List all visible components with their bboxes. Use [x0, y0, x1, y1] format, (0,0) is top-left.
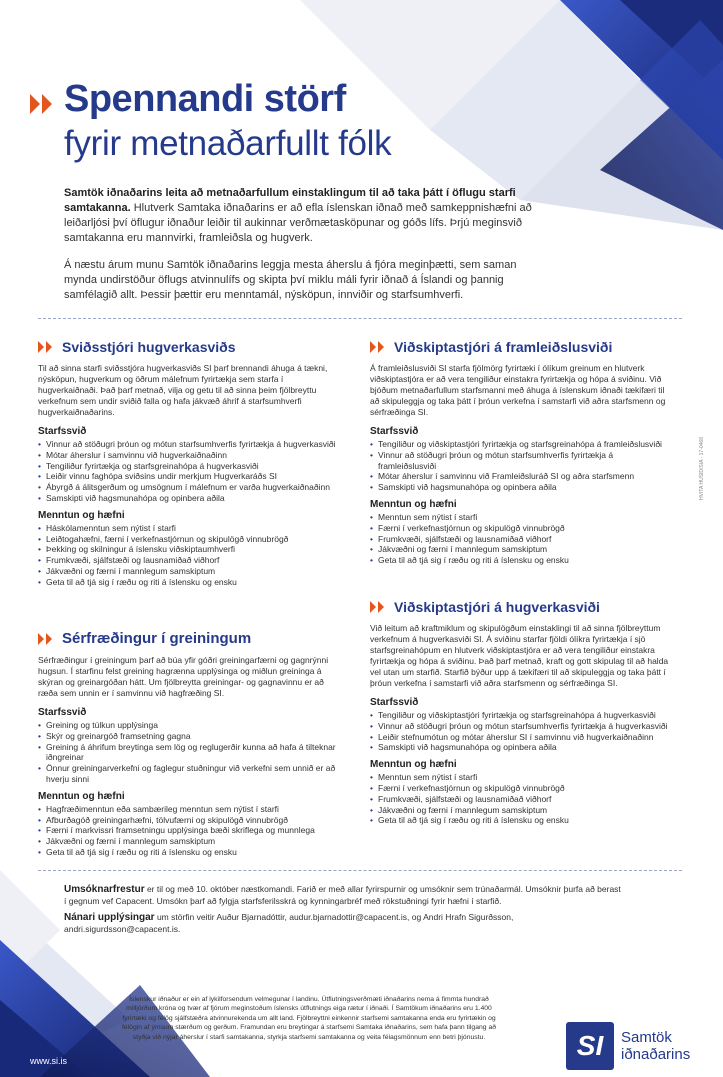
- list-item: • Skýr og greinargóð framsetning gagna: [38, 731, 338, 742]
- job-description: Á framleiðslusviði SI starfa fjölmörg fyrirtæki í ólíkum greinum en hlutverk viðskiptastjóra er að vera tengiliður einstakra fyrirtækja og hópa á sviðinu. Við bjóðum metnaðarfullum starfsmanni með áhuga á íslenskum iðnaði tækifæri til að skipuleggja og taka þátt í þróun verkefna í samstarfi við aðra starfsmenn og sérfræðinga SI.: [370, 363, 666, 417]
- duties-list: [370, 710, 670, 753]
- list-item: • Þekking og skilningur á íslensku viðskiptaumhverfi: [38, 544, 338, 555]
- section-heading: Starfssvið: [38, 426, 87, 437]
- si-logo-mark: [566, 1022, 614, 1070]
- list-item: • Önnur greiningarverkefni og faglegur stuðningur við verkefni sem unnið er að hverju sinni: [38, 763, 338, 785]
- double-arrow-icon: [38, 341, 56, 353]
- section-heading: Menntun og hæfni: [370, 498, 457, 510]
- job-title: Sérfræðingur í greiningum: [62, 630, 252, 647]
- list-item: • Mótar áherslur í samvinnu við hugverkaiðnaðinn: [38, 450, 338, 461]
- section-heading: Starfssvið: [38, 707, 87, 718]
- section-divider: [38, 318, 682, 319]
- list-item: • Menntun sem nýtist í starfi: [370, 772, 670, 783]
- info-label: Nánari upplýsingar: [64, 912, 155, 923]
- list-item: • Geta til að tjá sig í ræðu og riti á íslensku og ensku: [38, 577, 338, 588]
- deadline-text: er til og með 10. október næstkomandi. Farið er með allar fyrirspurnir og umsóknir sem trúnaðarmál. Umsóknir þurfa að berast í gegnum vef Capacent. Umsókn þarf að fylgja starfsferilsskrá og kynningarbréf með rökstuðningi fyrir hæfni í starfið.: [64, 884, 621, 906]
- double-arrow-icon: [370, 341, 388, 353]
- print-code: HVITA HUSID/SIA - 17-0468: [699, 437, 705, 500]
- list-item: • Samskipti við hagsmunahópa og opinbera aðila: [370, 742, 670, 753]
- job-title: Sviðsstjóri hugverkasviðs: [62, 339, 236, 355]
- list-item: • Jákvæðni og færni í mannlegum samskiptum: [370, 805, 670, 816]
- job-title: Viðskiptastjóri á hugverkasviði: [394, 599, 600, 615]
- double-arrow-icon: [30, 94, 60, 114]
- duties-list: [38, 439, 338, 504]
- info-text: um störfin veitir Auður Bjarnadóttir, audur.bjarnadottir@capacent.is, og Andri Hrafn Sigurðsson, andri.sigurdsson@capacent.is.: [64, 912, 514, 934]
- section-heading: Starfssvið: [370, 426, 419, 437]
- job-description: Við leitum að kraftmiklum og skipulögðum einstaklingi til að sinna fjölbreyttum verkefnum á hugverkasviði SI. Á sviðinu starfar fjöldi ólíkra fyrirtækja í sjö starfsgreinahópum en hlutverk viðskiptastjóra er að vera tengiliður einstakra fyrirtækja og hópa á sviðinu. Það þarf metnað, kraft og gott skipulag til að halda vel utan um starfið. Starfið býður upp á tækifæri til að skipuleggja og taka þátt í þróun verkefna í samstarfi við aðra starfsmenn og sérfræðinga SI.: [370, 623, 669, 688]
- list-item: • Samskipti við hagsmunahópa og opinbera aðila: [38, 493, 338, 504]
- page-title: Spennandi störf: [64, 78, 346, 120]
- double-arrow-icon: [38, 633, 56, 645]
- list-item: • Hagfræðimenntun eða sambærileg menntun sem nýtist í starfi: [38, 804, 338, 815]
- website-link[interactable]: www.si.is: [30, 1056, 68, 1066]
- list-item: • Geta til að tjá sig í ræðu og riti á íslensku og ensku: [370, 555, 670, 566]
- logo-line-2: iðnaðarins: [621, 1046, 691, 1063]
- qualifications-list: [370, 512, 670, 566]
- list-item: • Geta til að tjá sig í ræðu og riti á íslensku og ensku: [38, 847, 338, 858]
- qualifications-list: [38, 804, 338, 858]
- intro-lead: Samtök iðnaðarins leita að metnaðarfullum einstaklingum til að taka þátt í öflugu starfi samtakanna.: [64, 187, 516, 214]
- list-item: • Frumkvæði, sjálfstæði og lausnamiðað viðhorf: [370, 794, 670, 805]
- list-item: • Færni í verkefnastjórnun og skipulögð vinnubrögð: [370, 783, 670, 794]
- list-item: • Vinnur að stöðugri þróun og mótun starfsumhverfis fyrirtækja á framleiðslusviði: [370, 450, 670, 472]
- qualifications-list: [370, 772, 670, 826]
- double-arrow-icon: [370, 601, 388, 613]
- section-heading: Starfssvið: [370, 697, 419, 708]
- list-item: • Menntun sem nýtist í starfi: [370, 512, 670, 523]
- logo-mark-text: SI: [576, 1030, 604, 1061]
- list-item: • Tengiliður og viðskiptastjóri fyrirtækja og starfsgreinahópa á hugverkasviði: [370, 710, 670, 721]
- application-info: [64, 884, 624, 940]
- list-item: • Tengiliður fyrirtækja og starfsgreinahópa á hugverkasviði: [38, 461, 338, 472]
- job-vidskiptastjori-framleidsla: [370, 339, 670, 566]
- list-item: • Greining á áhrifum breytinga sem lög og reglugerðir kunna að hafa á tilteknar iðngreinar: [38, 742, 338, 764]
- list-item: • Frumkvæði, sjálfstæði og lausnamiðað viðhorf: [370, 534, 670, 545]
- intro-paragraph-2: Á næstu árum munu Samtök iðnaðarins leggja mesta áherslu á fjóra meginþætti, sem saman mynda undirstöður öflugs atvinnulífs og skipta því miklu máli fyrir iðnað á Íslandi og þannig samfélagið allt. Þessir þættir eru menntamál, nýsköpun, innviðir og starfsumhverfi.: [64, 259, 517, 301]
- list-item: • Mótar áherslur í samvinnu við Framleiðsluráð SI og aðra starfsmenn: [370, 471, 670, 482]
- list-item: • Leiðtogahæfni, færni í verkefnastjórnun og skipulögð vinnubrögð: [38, 534, 338, 545]
- section-heading: Menntun og hæfni: [38, 509, 125, 521]
- footer-text: Íslenskur iðnaður er ein af lykilforsendum velmegunar í landinu. Útflutningsverðmæti iðnaðarins nema á fimmta hundrað milljörðum króna og tvær af fjórum meginstoðum íslensks útflutnings eiga rætur í iðnaði. Í Samtökum iðnaðarins eru 1.400 fyrirtæki og félög sjálfstæðra atvinnurekenda um allt land. Fjölbreyttni einkennir starfsemi samtakanna enda eru fyrirtækin og félögin af ýmsum stærðum og gerðum. Framundan eru breytingar á starfsemi Samtaka iðnaðarins, sem hafa þann tilgang að styðja við nýjar áherslur í starfi samtakanna, styrkja starfsemi samtakanna og veita félagsmönnum enn betri þjónustu.: [121, 996, 497, 1041]
- section-heading: Menntun og hæfni: [38, 790, 125, 802]
- list-item: • Ábyrgð á álitsgerðum og umsögnum í málefnum er varða hugverkaiðnaðinn: [38, 482, 338, 493]
- list-item: • Jákvæðni og færni í mannlegum samskiptum: [38, 836, 338, 847]
- list-item: • Færni í verkefnastjórnun og skipulögð vinnubrögð: [370, 523, 670, 534]
- list-item: • Vinnur að stöðugri þróun og mótun starfsumhverfis fyrirtækja á hugverkasviði: [38, 439, 338, 450]
- job-title: Viðskiptastjóri á framleiðslusviði: [394, 339, 613, 355]
- duties-list: [38, 720, 338, 785]
- list-item: • Frumkvæði, sjálfstæði og lausnamiðað viðhorf: [38, 555, 338, 566]
- job-sviosstjori: [38, 339, 338, 588]
- qualifications-list: [38, 523, 338, 588]
- list-item: • Jákvæðni og færni í mannlegum samskiptum: [370, 544, 670, 555]
- list-item: • Færni í markvissri framsetningu upplýsinga bæði skriflega og munnlega: [38, 825, 338, 836]
- si-logo: [566, 1022, 690, 1070]
- duties-list: [370, 439, 670, 493]
- job-description: Til að sinna starfi sviðsstjóra hugverkasviðs SI þarf brennandi áhuga á tækni, nýsköpun, hugverkum og öðrum málefnum fyrirtækja sem starfa í hugverkaiðnaði. Það þarf metnað, vilja og getu til að sinna þeim fjölbreyttu verkefnum sem undir sviðið falla og hafa jákvæð áhrif á starfsumhverfi hugverkaiðnaðarins.: [38, 363, 328, 417]
- list-item: • Geta til að tjá sig í ræðu og riti á íslensku og ensku: [370, 815, 670, 826]
- intro-rest: Hlutverk Samtaka iðnaðarins er að efla íslenskan iðnað með samkeppnishæfni að leiðarljósi því öflugur iðnaður leiðir til aukinnar verðmætasköpunar og góðs lífs. Þrjú meginsvið samtakanna eru mannvirki, framleiðsla og hugverk.: [64, 202, 532, 244]
- list-item: • Greining og túlkun upplýsinga: [38, 720, 338, 731]
- page-subtitle: fyrir metnaðarfullt fólk: [64, 124, 392, 163]
- list-item: • Samskipti við hagsmunahópa og opinbera aðila: [370, 482, 670, 493]
- list-item: • Háskólamenntun sem nýtist í starfi: [38, 523, 338, 534]
- list-item: • Leiðir stefnumótun og mótar áherslur SI í samvinnu við hugverkaiðnaðinn: [370, 732, 670, 743]
- intro-text: [64, 186, 534, 315]
- section-divider: [38, 870, 682, 871]
- job-serfraedingur: [38, 630, 338, 858]
- list-item: • Leiðir vinnu faghópa sviðsins undir merkjum Hugverkaráðs SI: [38, 471, 338, 482]
- deadline-label: Umsóknarfrestur: [64, 884, 145, 895]
- job-vidskiptastjori-hugverk: [370, 599, 670, 826]
- logo-line-1: Samtök: [621, 1029, 672, 1046]
- job-description: Sérfræðingur í greiningum þarf að búa yfir góðri greiningarfærni og gagnrýnni hugsun. Í starfinu felst greining hagrænna upplýsinga og miðlun greininga á skýran og greinargóðan hátt. Um fjölbreytta greiningar- og gagnavinnu er að ræða sem unnin er í samvinnu við hagfræðing SI.: [38, 655, 329, 698]
- list-item: • Afburðagóð greiningarhæfni, tölvufærni og skipulögð vinnubrögð: [38, 815, 338, 826]
- section-heading: Menntun og hæfni: [370, 759, 457, 771]
- list-item: • Tengiliður og viðskiptastjóri fyrirtækja og starfsgreinahópa á framleiðslusviði: [370, 439, 670, 450]
- list-item: • Jákvæðni og færni í mannlegum samskiptum: [38, 566, 338, 577]
- list-item: • Vinnur að stöðugri þróun og mótun starfsumhverfis fyrirtækja á hugverkasviði: [370, 721, 670, 732]
